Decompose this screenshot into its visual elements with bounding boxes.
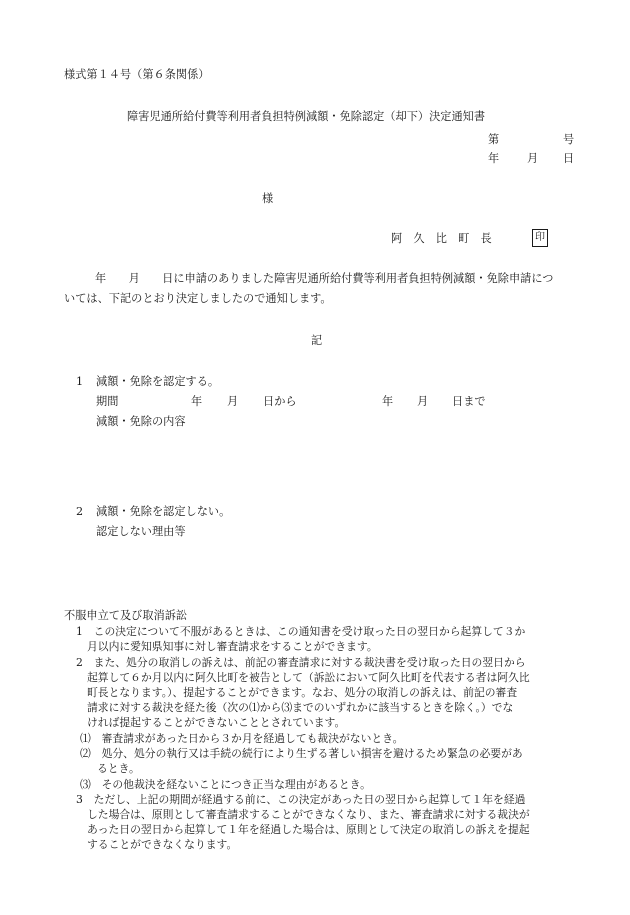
appeal-line: ⑶ その他裁決を経ないことにつき正当な理由があるとき。 — [80, 778, 371, 791]
item1-title: 減額・免除を認定する。 — [96, 375, 220, 388]
appeal-line: ⑴ 審査請求があった日から３か月を経過しても裁決がないとき。 — [80, 732, 404, 745]
item1-contents-label: 減額・免除の内容 — [96, 415, 186, 428]
appeal-line: 起算して６か月以内に阿久比町を被告として（訴訟において阿久比町を代表する者は阿久比 — [87, 671, 530, 684]
ki-label: 記 — [311, 334, 323, 347]
appeal-heading: 不服申立て及び取消訴訟 — [64, 609, 188, 622]
appeal-line: 2 また、処分の取消しの訴えは、前記の審査請求に対する裁決書を受け取った日の翌日から — [76, 656, 526, 669]
appeal-line: あった日の翌日から起算して１年を経過した場合は、原則として決定の取消しの訴えを提起 — [87, 823, 530, 836]
date-day: 日 — [563, 152, 575, 165]
item2-number: 2 — [76, 505, 84, 518]
number-dai: 第 — [488, 133, 500, 146]
appeal-line: 請求に対する裁決を経た後（次の⑴から⑶までのいずれかに該当するときを除く。）でな — [87, 701, 514, 714]
addressee-suffix: 様 — [262, 192, 274, 205]
intro-line-2: いては、下記のとおり決定しましたので通知します。 — [64, 292, 332, 305]
appeal-line: 町長となります。）、提起することができます。なお、処分の取消しの訴えは、前記の審査 — [87, 686, 518, 699]
item2-title: 減額・免除を認定しない。 — [96, 505, 231, 518]
item1-from-day: 日から — [263, 395, 297, 408]
form-label: 様式第１４号（第６条関係） — [64, 68, 210, 81]
item1-number: 1 — [76, 375, 84, 388]
item1-period-label: 期間 — [96, 395, 119, 408]
item1-from-month: 月 — [227, 395, 239, 408]
date-year: 年 — [488, 152, 500, 165]
appeal-line: 3 ただし、上記の期間が経過する前に、この決定があった日の翌日から起算して１年を経過 — [76, 793, 526, 806]
item1-to-day: 日まで — [452, 395, 486, 408]
appeal-line: することができなくなります。 — [87, 838, 238, 851]
intro-line-1: 年 月 日に申請のありました障害児通所給付費等利用者負担特例減額・免除申請につ — [95, 272, 554, 285]
date-month: 月 — [527, 152, 539, 165]
appeal-line: ⑵ 処分、処分の執行又は手続の続行により生ずる著しい損害を避けるため緊急の必要があ — [80, 747, 523, 760]
appeal-line: 月以内に愛知県知事に対し審査請求をすることができます。 — [87, 640, 378, 653]
appeal-line: るとき。 — [97, 762, 140, 775]
item2-reason-label: 認定しない理由等 — [96, 525, 186, 538]
item1-from-year: 年 — [191, 395, 203, 408]
appeal-line: した場合は、原則として審査請求することができなくなり、また、審査請求に対する裁決が — [87, 808, 530, 821]
issuer-name: 阿 久 比 町 長 — [391, 232, 492, 245]
appeal-line: ければ提起することができないこととされています。 — [87, 716, 346, 729]
item1-to-year: 年 — [382, 395, 394, 408]
document-title: 障害児通所給付費等利用者負担特例減額・免除認定（却下）決定通知書 — [127, 110, 486, 123]
number-go: 号 — [563, 133, 575, 146]
seal-stamp: 印 — [532, 229, 548, 247]
appeal-line: 1 この決定について不服があるときは、この通知書を受け取った日の翌日から起算して３か — [76, 625, 526, 638]
item1-to-month: 月 — [417, 395, 429, 408]
